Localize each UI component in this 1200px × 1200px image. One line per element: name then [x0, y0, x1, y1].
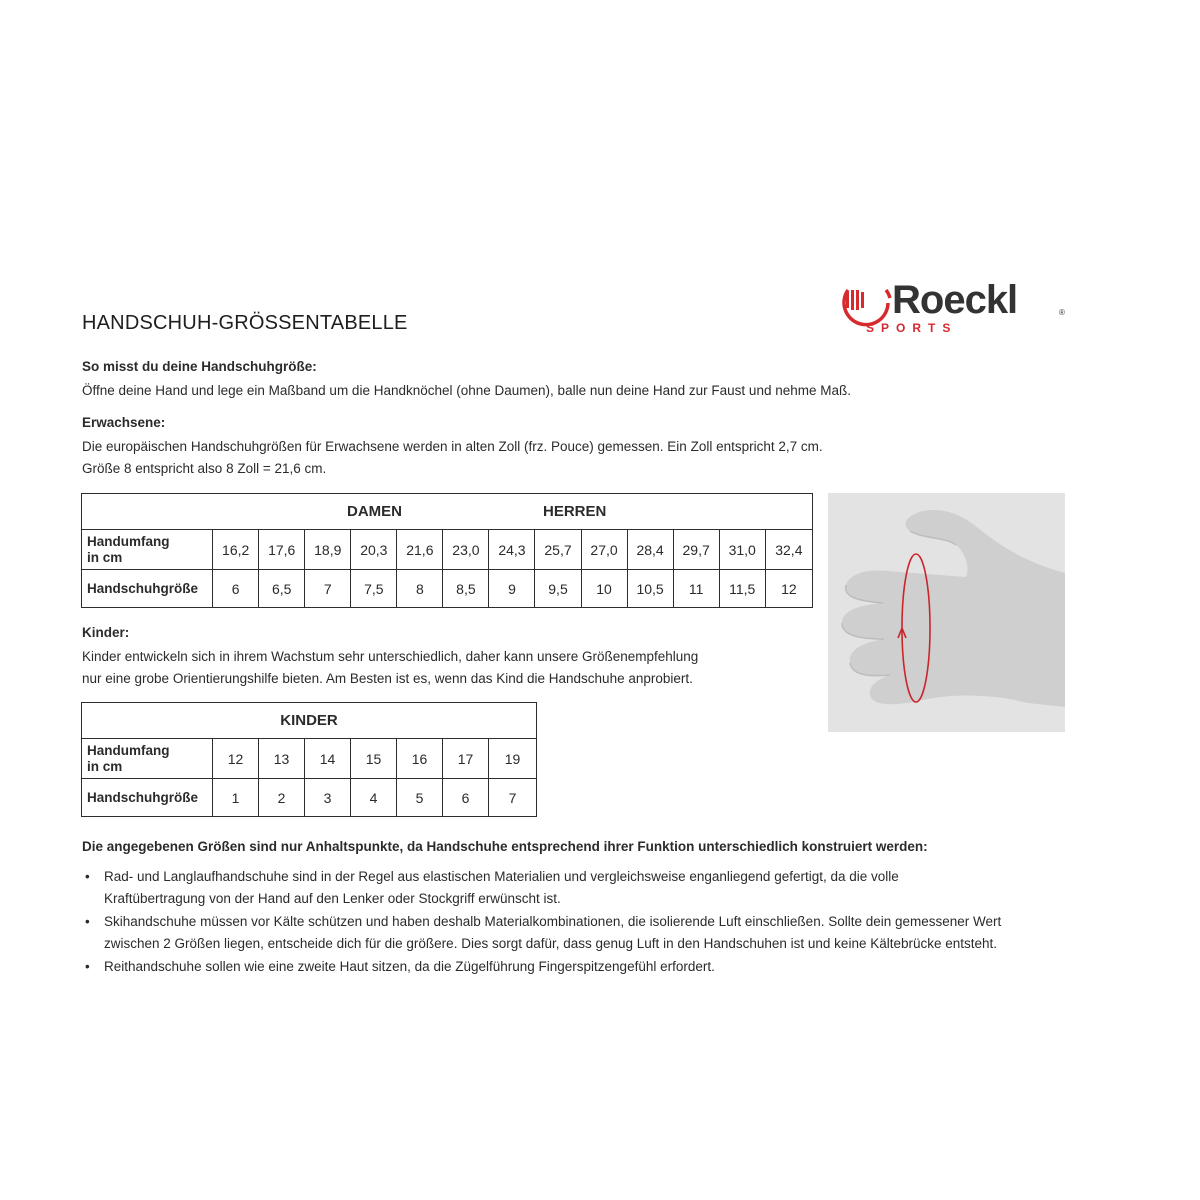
table-cell: 20,3 — [351, 530, 397, 570]
bullet-icon: • — [85, 914, 90, 929]
table-cell: 13 — [259, 739, 305, 779]
table-cell: 12 — [765, 570, 812, 608]
table-cell: 25,7 — [535, 530, 581, 570]
header-damen: DAMEN — [347, 503, 402, 520]
table-cell: 12 — [213, 739, 259, 779]
kids-size-row — [82, 779, 537, 817]
table-cell: 24,3 — [489, 530, 535, 570]
table-cell: 15 — [351, 739, 397, 779]
bullet-line: Rad- und Langlaufhandschuhe sind in der Regel aus elastischen Materialien und vergleichsweise enganliegend gefertigt, da die volle — [104, 869, 899, 884]
kids-size-table — [81, 702, 537, 817]
row-label-line-1: Handumfang — [87, 533, 170, 549]
note-heading: Die angegebenen Größen sind nur Anhaltspunkte, da Handschuhe entsprechend ihrer Funktion unterschiedlich konstruiert werden: — [82, 839, 928, 854]
table-cell: 21,6 — [397, 530, 443, 570]
hand-measurement-image — [828, 493, 1065, 732]
row-label-handschuhgroesse: Handschuhgröße — [82, 570, 213, 608]
measure-heading: So misst du deine Handschuhgröße: — [82, 359, 317, 374]
row-label-handumfang — [82, 530, 213, 570]
table-cell: 6 — [213, 570, 259, 608]
brand-registered-mark: ® — [1059, 308, 1065, 317]
table-cell: 4 — [351, 779, 397, 817]
list-item — [82, 911, 1082, 955]
header-herren: HERREN — [543, 503, 607, 520]
table-cell: 17,6 — [259, 530, 305, 570]
bullet-line: Reithandschuhe sollen wie eine zweite Haut sitzen, da die Zügelführung Fingerspitzengefühl erfordert. — [104, 959, 715, 974]
kids-heading: Kinder: — [82, 625, 130, 640]
list-item — [82, 866, 1082, 910]
table-cell: 11,5 — [719, 570, 765, 608]
bullet-line: Kraftübertragung von der Hand auf den Lenker oder Stockgriff erwünscht ist. — [104, 891, 561, 906]
brand-name: Roeckl — [892, 278, 1018, 322]
table-cell: 11 — [673, 570, 719, 608]
measure-text: Öffne deine Hand und lege ein Maßband um die Handknöchel (ohne Daumen), balle nun deine Hand zur Faust und nehme Maß. — [82, 383, 851, 398]
table-cell: 16 — [397, 739, 443, 779]
table-cell: 1 — [213, 779, 259, 817]
table-cell: 16,2 — [213, 530, 259, 570]
kids-text-1: Kinder entwickeln sich in ihrem Wachstum sehr unterschiedlich, daher kann unsere Größenempfehlung — [82, 649, 699, 664]
bullet-icon: • — [85, 959, 90, 974]
adults-text-2: Größe 8 entspricht also 8 Zoll = 21,6 cm. — [82, 461, 327, 476]
note-bullet-list — [82, 866, 1082, 979]
table-cell: 19 — [489, 739, 537, 779]
table-cell: 8,5 — [443, 570, 489, 608]
adult-header-cell — [82, 494, 813, 530]
adults-text-1: Die europäischen Handschuhgrößen für Erwachsene werden in alten Zoll (frz. Pouce) gemessen. Ein Zoll entspricht 2,7 cm. — [82, 439, 823, 454]
header-kinder: KINDER — [82, 703, 537, 739]
table-cell: 10,5 — [627, 570, 673, 608]
table-cell: 5 — [397, 779, 443, 817]
list-item — [82, 956, 1082, 978]
table-cell: 23,0 — [443, 530, 489, 570]
table-cell: 7,5 — [351, 570, 397, 608]
adult-size-table — [81, 493, 813, 608]
table-cell: 31,0 — [719, 530, 765, 570]
kids-circumference-row — [82, 739, 537, 779]
bullet-line: Skihandschuhe müssen vor Kälte schützen und haben deshalb Materialkombinationen, die isolierende Luft einschließen. Sollte dein gemessener Wert — [104, 914, 1002, 929]
roeckl-logo — [826, 278, 1070, 340]
kids-text-2: nur eine grobe Orientierungshilfe bieten. Am Besten ist es, wenn das Kind die Handschuhe anprobiert. — [82, 671, 693, 686]
table-cell: 9 — [489, 570, 535, 608]
table-cell: 8 — [397, 570, 443, 608]
adult-size-row — [82, 570, 813, 608]
table-cell: 32,4 — [765, 530, 812, 570]
kids-header-row — [82, 703, 537, 739]
table-cell: 7 — [489, 779, 537, 817]
page-title: HANDSCHUH-GRÖSSENTABELLE — [82, 312, 408, 334]
table-cell: 10 — [581, 570, 627, 608]
bullet-icon: • — [85, 869, 90, 884]
adults-heading: Erwachsene: — [82, 415, 166, 430]
brand-sub: SPORTS — [866, 321, 958, 335]
table-cell: 2 — [259, 779, 305, 817]
adult-circumference-row — [82, 530, 813, 570]
table-cell: 29,7 — [673, 530, 719, 570]
row-label-line-1: Handumfang — [87, 742, 170, 758]
row-label-line-2: in cm — [87, 758, 123, 774]
table-cell: 3 — [305, 779, 351, 817]
row-label-handschuhgroesse: Handschuhgröße — [82, 779, 213, 817]
table-cell: 9,5 — [535, 570, 581, 608]
table-cell: 6,5 — [259, 570, 305, 608]
table-cell: 28,4 — [627, 530, 673, 570]
row-label-line-2: in cm — [87, 549, 123, 565]
table-cell: 6 — [443, 779, 489, 817]
table-cell: 27,0 — [581, 530, 627, 570]
adult-header-row — [82, 494, 813, 530]
table-cell: 14 — [305, 739, 351, 779]
table-cell: 18,9 — [305, 530, 351, 570]
table-cell: 7 — [305, 570, 351, 608]
table-cell: 17 — [443, 739, 489, 779]
row-label-handumfang — [82, 739, 213, 779]
bullet-line: zwischen 2 Größen liegen, entscheide dich für die größere. Dies sorgt dafür, dass genug Luft in den Handschuhen ist und keine Kältebrücke entsteht. — [104, 936, 998, 951]
